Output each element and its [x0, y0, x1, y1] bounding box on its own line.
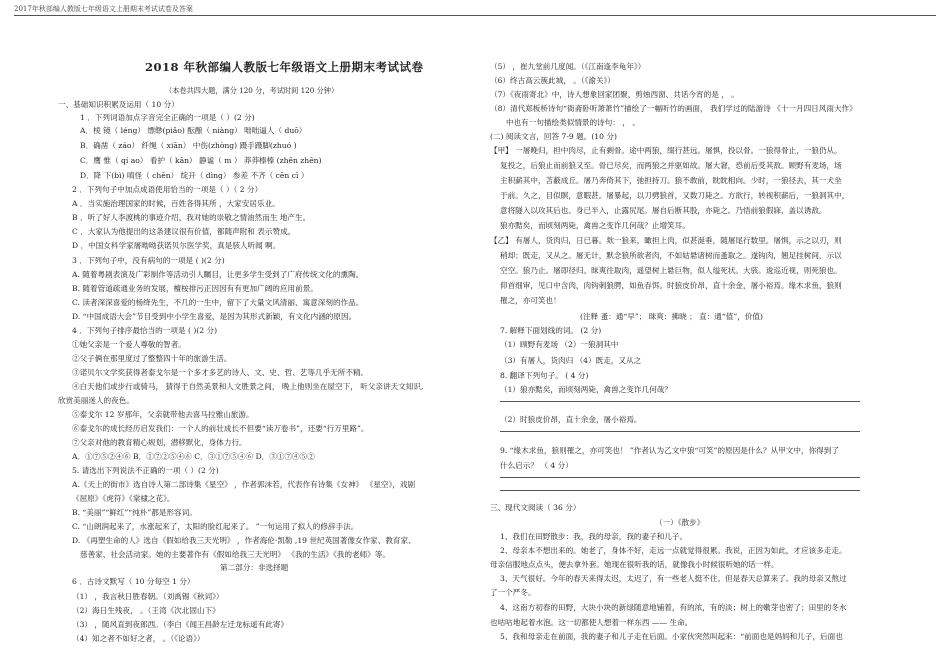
text-line: （4）知之者不如好之者， 。（《论语》）	[72, 634, 205, 643]
answer-line	[500, 490, 860, 491]
text-line: C. 读者深深喜爱的杨绛先生，不几的一生中，留下了大量文风清丽、寓意深刻的作品。	[72, 298, 364, 307]
text-line: 空空。狼乃止。屠即径归。昧爽往取肉，遥望树上悬巨物，似人缢死状。大骇。逡巡近视，则死狼也。	[500, 266, 842, 275]
text-line: B．确凿（ záo） 纤绳（ xiān） 中伤(zhòng) 蹑手蹑脚(zhuó )	[80, 141, 297, 150]
text-line: （3）有屠人，货肉归 （4）既走，又从之	[500, 356, 642, 365]
text-line: 了一个严冬。	[490, 588, 536, 597]
text-line: （6）终古高云簇此城， 。（《渝关》）	[490, 76, 615, 85]
text-line: B. “美丽”“鲜红”“纯朴”都是形容词。	[72, 508, 197, 517]
text-line: ③诺贝尔文学奖获得者泰戈尔是一个多才多艺的诗人、文、史、哲、艺等几乎无所不精。	[72, 368, 369, 377]
text-line: 什么启示？ （ 4 分）	[500, 461, 573, 470]
answer-line	[500, 431, 860, 432]
answer-line	[500, 401, 860, 402]
text-line: C．鹰 惟（ qí ao） 看护（ kān） 静谧（ m ） 莽莽榛榛 (zhēn zhēn)	[80, 156, 322, 165]
text-line: C. “山朗润起来了，水涨起来了，太阳的脸红起来了。 ”一句运用了拟人的修辞手法。	[72, 522, 359, 531]
text-line: 【乙】 有屠人，货肉归，日已暮。欻一狼来，瞰担上肉，似甚涎垂，随屠尾行数里。屠惧，示之以刃，则	[490, 236, 842, 245]
text-line: （3） ，随风直到夜郎西。（李白《闻王昌龄左迁龙标遥有此寄》	[72, 620, 289, 629]
text-line: A．①⑦⑤②④⑥ B．①⑦②⑤④⑥ C．③①⑦⑤④⑥ D．③①⑦④⑤②	[72, 452, 315, 461]
text-line: （2）时狼皮价昂，直十余金，屠小裕焉。	[500, 415, 642, 424]
text-line: 复投之，后狼止而前狼又至。骨已尽矣，而两狼之并驱如故。屠大窘，恐前后受其敌。顾野有麦场，场	[500, 161, 842, 170]
header-rule	[14, 15, 936, 16]
text-line: (注释 蚤：通“早”； 昧爽：拂晓 ； 直：通“值”，价值)	[580, 312, 763, 321]
text-line: 母亲信服地点点头，便去拿外套。她现在很听我的话，就像我小时候很听她的话一样。	[490, 560, 779, 569]
text-line: D．降 下(bì) 嗔怪（ chēn） 绽开（ dìng） 参差 不齐（ cēn cī ）	[80, 171, 309, 180]
text-line: ④白天他们或步行或骑马， 猜得于自然美景和人文胜景之间， 晚上他则坐在屋空下， 听父亲讲天文知识,	[72, 382, 424, 391]
running-header: 2017年秋部编人教版七年级语文上册期末考试试卷及答案	[14, 5, 193, 13]
text-line: A．棱 镜（ lénɡ） 缥缈(piǎo) 酝酿（ niànɡ） 咄咄逼人（ duō）	[80, 126, 307, 135]
text-line: 第二部分：非选择题	[220, 563, 289, 572]
text-line: ⑦父亲对他的教育精心规划，潜移默化，身体力行。	[72, 438, 247, 447]
text-line: 也咕咕地起着水泡。这一切都使人想着一样东西 —— 生命。	[490, 618, 693, 627]
text-line: 3、天气很好。今年的春天来得太迟，太迟了，有一些老人挺不住。但是春天总算来了。我的母亲又熬过	[500, 574, 847, 583]
answer-line	[500, 477, 860, 478]
text-line: 5、我和母亲走在前面，我的妻子和儿子走在后面。小家伙突然叫起来：“前面也是妈妈和儿子，后面也	[500, 632, 843, 641]
text-line: B. 随着管道疏通业务的发展，檀桉排污正因因有有更加广阔的应用前景。	[72, 284, 318, 293]
text-line: 《屈原》《虎符》《棠棣之花》。	[72, 494, 175, 503]
text-line: A ．当实施治理国家的时候，百姓各得其所 ，大家安居乐业。	[72, 199, 280, 208]
text-line: 中也有一句描绘类似情景的诗句： ， 。	[506, 118, 640, 127]
text-line: 6 ．古诗文默写（ 10 分每空 1 分）	[72, 577, 195, 586]
text-line: B ．听了好人李渡桃的事迹介绍，我对她的崇敬之情油然而生 地产生。	[72, 213, 311, 222]
text-line: ①她父亲是一个爱人尊敬的智者。	[72, 340, 186, 349]
text-line: 【甲】 一屠晚归，担中肉尽，止有剩骨。途中两狼，缀行甚远。屠惧，投以骨。一狼得骨止，一狼仍从。	[490, 146, 842, 155]
text-line: 1 ．下列词语加点字音完全正确的一项是（ ）(2 分)	[80, 113, 255, 122]
text-line: （5） ，崔九堂前几度闻。（《江南逢李龟年》）	[490, 62, 646, 71]
text-line: 4、这南方初春的田野，大块小块的新绿随意地铺着，有的浓，有的淡；树上的嫩芽也密了；田里的冬水	[500, 603, 847, 612]
text-line: 欣赏美丽迷人的夜色。	[58, 396, 134, 405]
text-line: A. 随着粤剧表演及广彩制作等活动引人瞩目，让更多学生受到了广府传统文化的熏陶。	[72, 270, 364, 279]
text-line: （1） ，我言秋日胜春朝。（刘禹锡《秋词》）	[72, 592, 224, 601]
text-line: （一）《散步》	[655, 518, 705, 527]
text-line: 意将隧入以攻其后也。身已半入，止露尻尾。屠自后断其股，亦毙之。乃悟前狼假寐，盖以诱敌。	[500, 206, 827, 215]
text-line: A.《天上的街市》选自诗人第二部诗集《星空》 ，作者郭沫若，代表作有诗集《女神》 《星空》，戏剧	[72, 480, 416, 489]
text-line: 3 ．下列句子中，没有病句的一项是 ( )(2 分)	[72, 256, 225, 265]
text-line: 8. 翻译下列句子。 ( 4 分)	[500, 371, 589, 380]
text-line: （2）海日生残夜， 。（王湾《次北固山下》	[72, 606, 220, 615]
text-line: D ．中国女科学家屠呦呦获诺贝尔医学奖，真是骇人听闻 啊。	[72, 241, 281, 250]
text-line: ②父子俩在那里度过了整整四十年的旅游生活。	[72, 354, 232, 363]
text-line: 4 ．下列句子排序最恰当的一项是 ( )(2 分)	[72, 326, 218, 335]
text-line: ⑥泰戈尔的成长经历启发我们：一个人的前壮成长不但要“读万卷书”，还要“行万里路”。	[72, 424, 369, 433]
text-line: 2 ．下列句子中加点成语使用恰当的一项是（ ）（ 2 分）	[72, 185, 263, 194]
text-line: （8）清代郑板桥诗句“衙斋卧听萧萧竹”描绘了一幅听竹的画面， 我们学过的陆游诗 《十一月四日风雨大作》	[490, 104, 857, 113]
text-line: （本卷共四大题，满分 120 分，考试时间 120 分钟）	[165, 86, 339, 95]
text-line: 主积薪其中，苫蔽成丘。屠乃奔倚其下，弛担持刀。狼不敢前，眈眈相向。少时，一狼径去，其一犬坐	[500, 176, 842, 185]
text-line: D. 《再塑生命的人》选自《假如给我三天光明》 ，作者海伦·凯勒 ,19 世纪英国著像女作家、教育家、	[72, 536, 416, 545]
text-line: 稍却；既走，又从之。屠无计，默念狼所欲者肉，不如姑悬诸树而蚤取之。遂钩肉，翘足挂树间，示以	[500, 251, 842, 260]
text-line: 2、母亲本不想出来的。她老了，身体不好，走远一点就觉得很累。我说，正因为如此，才应该多走走。	[500, 546, 847, 555]
text-line: 狼亦黠矣，而顷刻两毙，禽兽之变诈几何哉？止增笑耳。	[500, 221, 690, 230]
text-line: 7. 解释下面划线的词。 (2 分)	[500, 326, 602, 335]
text-line: 1、我们在田野散步：我，我的母亲，我的妻子和儿子。	[500, 532, 688, 541]
text-line: 罹之，亦可笑也！	[500, 296, 561, 305]
text-line: C ．大家认为他提出的这条建议很有价值，都随声附和 表示赞成。	[72, 227, 296, 236]
text-line: （7）《夜雨寄北》中，诗人想象回家团聚，剪烛西窗、共话今宵的是 ， 。	[490, 90, 739, 99]
text-line: 一、基础知识积累及运用（ 10 分）	[58, 100, 179, 109]
text-line: 三、现代文阅读（ 36 分）	[490, 503, 581, 512]
text-line: (二) 阅读文言，回答 7-9 题。(10 分)	[490, 132, 617, 141]
text-line: （1）狼亦黠矣，而顷刻两毙，禽兽之变诈几何哉？	[500, 385, 672, 394]
text-line: 5. 请选出下列说法不正确的一项（ ）(2 分)	[72, 466, 219, 475]
text-line: （1）顾野有麦场 （2）一狼洞其中	[500, 340, 619, 349]
text-line: 于前。久之，目似瞑，意暇甚。屠暴起，以刀劈狼首，又数刀毙之。方欲行，转视积薪后，一狼洞其中，	[500, 191, 850, 200]
text-line: D. “中国成语大会”节目受到中小学生喜爱，是因为其形式新颖，有文化内涵的原因。	[72, 312, 357, 321]
text-line: 9. “缘木求鱼，狼则罹之，亦可笑也！ ”作者认为乙文中狼“可笑”的原因是什么？从甲文中，你得到了	[500, 446, 839, 455]
text-line: 慈善家、社会活动家。她的主要著作有《假如给我三天光明》 《我的生活》《我的老师》等。	[80, 550, 390, 559]
text-line: ⑤泰戈尔 12 岁那年，父亲就带他去喜马拉雅山旅游。	[72, 410, 254, 419]
text-line: 仰首细审，见口中含肉，肉钩刺狼腭，如鱼吞饵。时狼皮价昂，直十余金，屠小裕焉。缘木求鱼，狼则	[500, 281, 842, 290]
exam-title: 2018 年秋部编人教版七年级语文上册期末考试试卷	[145, 60, 424, 74]
